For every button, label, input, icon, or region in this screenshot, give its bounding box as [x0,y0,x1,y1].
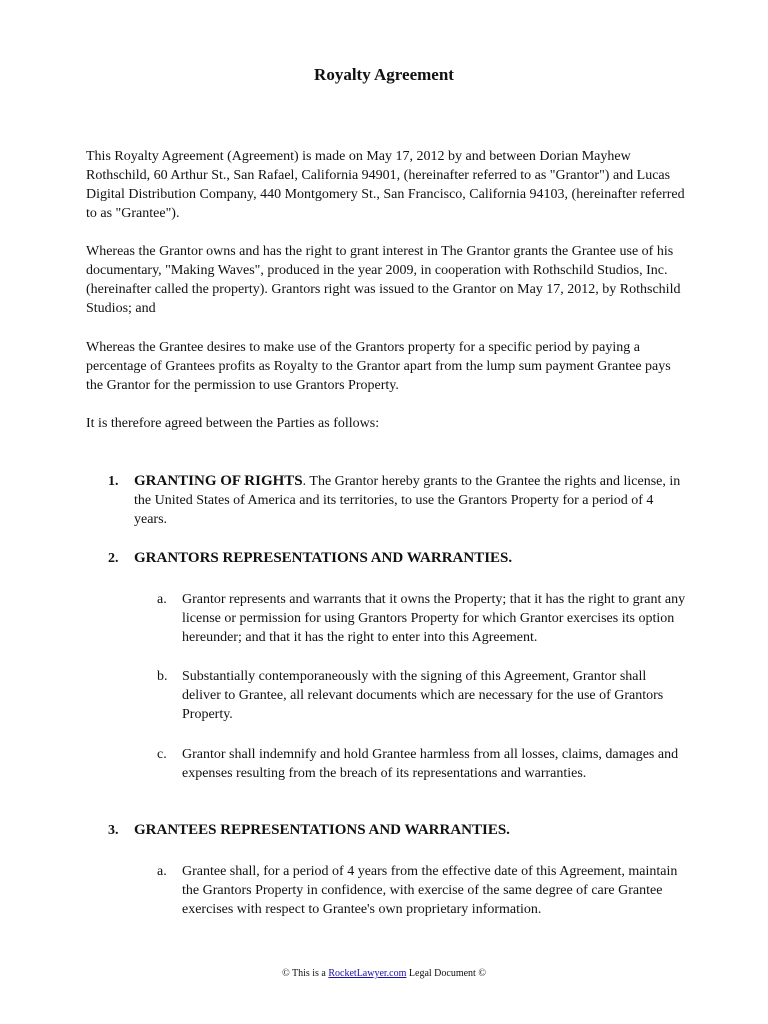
footer-suffix: Legal Document © [406,968,486,979]
list-item [157,590,687,647]
section-number: 1. [108,474,119,489]
footer-prefix: © This is a [282,968,329,979]
whereas-paragraph-1: Whereas the Grantor owns and has the right to grant interest in The Grantor grants the Grantee use of his documentary, "Making Waves", produced in the year 2009, in cooperation with Rothschild Studios, Inc. (hereinafter called the property). Grantors right was issued to the Grantor on May 17, 2012, by Rothschild Studios; and [86,244,681,316]
item-letter: b. [157,669,168,684]
section-grantees-representations [108,821,688,840]
section-number: 3. [108,823,119,838]
section-body [134,549,688,568]
whereas-paragraph-2: Whereas the Grantee desires to make use of the Grantors property for a specific period by paying a percentage of Grantees profits as Royalty to the Grantor apart from the lump sum payment Grantee pays the Grantor for the permission to use Grantors Property. [86,340,671,393]
section-body [134,472,688,529]
list-item [157,667,687,724]
section-heading: GRANTING OF RIGHTS [134,473,303,489]
item-text: Grantor shall indemnify and hold Grantee harmless from all losses, claims, damages and expenses resulting from the breach of its representations and warranties. [182,747,679,781]
section-grantors-representations [108,549,688,568]
item-text: Grantor represents and warrants that it owns the Property; that it has the right to grant any license or permission for using Grantors Property for which Grantor exercises its option hereunder; and that it has the right to enter into this Agreement. [182,592,686,645]
list-item [157,745,687,783]
item-letter: c. [157,747,167,762]
intro-paragraph: This Royalty Agreement (Agreement) is made on May 17, 2012 by and between Dorian Mayhew Rothschild, 60 Arthur St., San Rafael, California 94901, (hereinafter referred to as "Grantor") and Lucas Digital Distribution Company, 440 Montgomery St., San Francisco, California 94103, (hereinafter referred to as "Grantee"). [86,149,685,221]
footer [0,967,768,981]
item-text: Substantially contemporaneously with the signing of this Agreement, Grantor shall deliver to Grantee, all relevant documents which are necessary for the use of Grantors Property. [182,669,664,722]
section-heading: GRANTEES REPRESENTATIONS AND WARRANTIES. [134,822,510,838]
section-heading: GRANTORS REPRESENTATIONS AND WARRANTIES. [134,550,513,566]
rocketlawyer-link[interactable]: RocketLawyer.com [328,968,407,979]
document-title: Royalty Agreement [314,65,454,84]
list-item [157,862,687,919]
section-granting-of-rights [108,472,688,529]
section-text: . The Grantor hereby grants to the Grantee the rights and license, in the United States of America and its territories, to use the Grantors Property for a period of 4 years. [134,474,681,527]
agreement-statement: It is therefore agreed between the Parties as follows: [86,416,380,431]
item-text: Grantee shall, for a period of 4 years from the effective date of this Agreement, maintain the Grantors Property in confidence, with exercise of the same degree of care Grantee exercises with respect to Grantee's own proprietary information. [182,864,678,917]
item-letter: a. [157,592,167,607]
item-letter: a. [157,864,167,879]
section-body [134,821,688,840]
section-number: 2. [108,551,119,566]
